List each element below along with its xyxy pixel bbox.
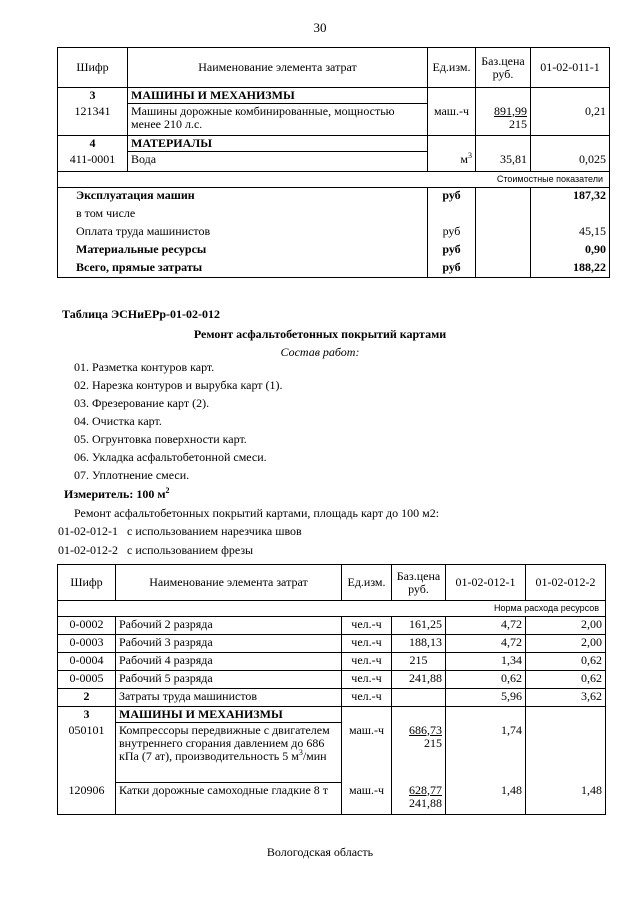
summary-value: 188,22 <box>531 260 610 278</box>
summary-value: 0,90 <box>531 242 610 260</box>
header-norm-code: 01-02-012-2 <box>526 565 606 601</box>
table-row: 120906 Катки дорожные самоходные гладкие 8 т маш.-ч 628,77 241,88 1,48 1,48 <box>58 783 606 815</box>
cost-indicators-note: Стоимостные показатели <box>58 172 610 188</box>
machine-price: 891,99 215 <box>476 104 531 136</box>
works-list <box>74 358 283 484</box>
material-name: Вода <box>128 152 428 172</box>
section-number: 3 <box>58 88 128 104</box>
norm-note: Норма расхода ресурсов <box>58 601 606 617</box>
machine-unit: маш.-ч <box>428 104 476 136</box>
header-name: Наименование элемента затрат <box>128 48 428 88</box>
header-unit: Ед.изм. <box>342 565 392 601</box>
summary-unit: руб <box>428 224 476 242</box>
list-item: 05. Огрунтовка поверхности карт. <box>74 432 247 446</box>
summary-unit: руб <box>428 242 476 260</box>
header-unit: Ед.изм. <box>428 48 476 88</box>
section-number: 3 <box>58 707 116 723</box>
table-row: 0-0005 Рабочий 5 разряда чел.-ч 241,88 0,62 0,62 <box>58 671 606 689</box>
table-title: Таблица ЭСНиЕРр-01-02-012 <box>62 307 221 321</box>
table-row: 0-0002 Рабочий 2 разряда чел.-ч 161,25 4,72 2,00 <box>58 617 606 635</box>
summary-label: Всего, прямые затраты <box>58 260 428 278</box>
variant-row: 01-02-012-2 с использованием фрезы <box>58 543 254 557</box>
works-title: Состав работ: <box>280 345 360 359</box>
list-item: 01. Разметка контуров карт. <box>74 360 215 374</box>
summary-value: 187,32 <box>531 188 610 206</box>
description: Ремонт асфальтобетонных покрытий картами, площадь карт до 100 м2: <box>74 506 440 520</box>
header-name: Наименование элемента затрат <box>116 565 342 601</box>
header-price: Баз.цена руб. <box>476 48 531 88</box>
machine-code: 121341 <box>58 104 128 136</box>
summary-label: Оплата труда машинистов <box>58 224 428 242</box>
list-item: 04. Очистка карт. <box>74 414 162 428</box>
bottom-resource-table <box>57 564 606 815</box>
material-price: 35,81 <box>476 152 531 172</box>
table-row: 050101 Компрессоры передвижные с двигателем внутреннего сгорания давлением до 686 кПа (7 ат), производительность 5 $м^3$/мин маш.-ч 686,73 215 1,74 <box>58 723 606 783</box>
section-title: МАШИНЫ И МЕХАНИЗМЫ <box>128 88 428 104</box>
material-value: 0,025 <box>531 152 610 172</box>
header-price: Баз.цена руб. <box>392 565 446 601</box>
header-norm-code: 01-02-011-1 <box>531 48 610 88</box>
summary-label: Эксплуатация машин <box>58 188 428 206</box>
measure-unit: Измеритель: 100 $м^2$ <box>64 486 170 501</box>
table-row: 2 Затраты труда машинистов чел.-ч 5,96 3,62 <box>58 689 606 707</box>
list-item: 03. Фрезерование карт (2). <box>74 396 210 410</box>
list-item: 02. Нарезка контуров и вырубка карт (1). <box>74 378 283 392</box>
machine-value: 0,21 <box>531 104 610 136</box>
summary-label: в том числе <box>58 206 428 224</box>
top-resource-table <box>57 47 610 278</box>
section-number: 4 <box>58 136 128 152</box>
summary-value: 45,15 <box>531 224 610 242</box>
machine-name: Машины дорожные комбинированные, мощностью менее 210 л.с. <box>128 104 428 136</box>
summary-unit: руб <box>428 188 476 206</box>
header-norm-code: 01-02-012-1 <box>446 565 526 601</box>
header-code: Шифр <box>58 48 128 88</box>
summary-label: Материальные ресурсы <box>58 242 428 260</box>
page-number: 30 <box>313 20 327 35</box>
table-row: 0-0004 Рабочий 4 разряда чел.-ч 215 1,34 0,62 <box>58 653 606 671</box>
page-footer: Вологодская область <box>266 845 374 859</box>
summary-unit: руб <box>428 260 476 278</box>
section-title: МАТЕРИАЛЫ <box>128 136 428 152</box>
table-heading: Ремонт асфальтобетонных покрытий картами <box>193 327 447 341</box>
table-row: 0-0003 Рабочий 3 разряда чел.-ч 188,13 4,72 2,00 <box>58 635 606 653</box>
list-item: 06. Укладка асфальтобетонной смеси. <box>74 450 267 464</box>
material-unit: $м^3$ <box>428 152 476 172</box>
header-code: Шифр <box>58 565 116 601</box>
list-item: 07. Уплотнение смеси. <box>74 468 190 482</box>
section-title: МАШИНЫ И МЕХАНИЗМЫ <box>116 707 342 723</box>
variant-row: 01-02-012-1 с использованием нарезчика швов <box>58 524 302 538</box>
material-code: 411-0001 <box>58 152 128 172</box>
